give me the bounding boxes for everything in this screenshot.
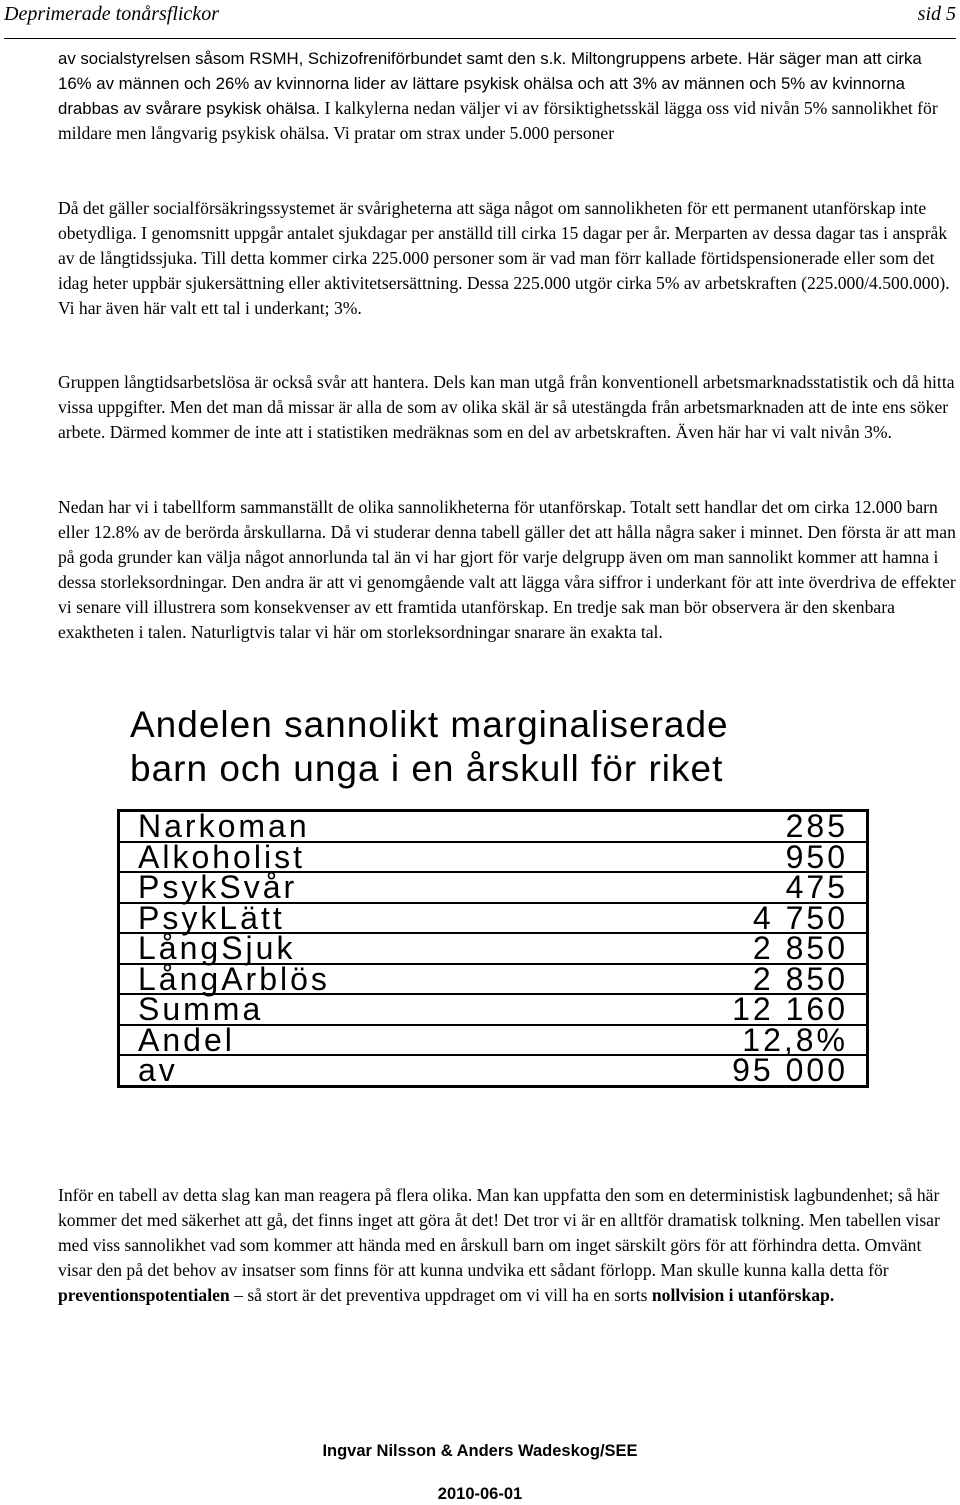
paragraph-social-insurance: Då det gäller socialförsäkringssystemet är svårigheterna att säga något om sannolikheten för ett permanent utanförskap inte obetydliga. I genomsnitt uppgår antalet sjukdagar per anställd till cirka 15 dagar per år. Merparten av dessa dagar tas i anspråk av de långtidssjuka. Till detta kommer cirka 225.000 personer som är vad man förr kallade förtidspensionerade eller som det idag heter uppbär sjukersättning eller aktivitetsersättning. Dessa 225.000 utgör cirka 5% av arbetskraften (225.000/4.500.000). Vi har även här valt ett tal i underkant; 3%. <box>58 198 950 318</box>
marginalized-table-figure <box>117 703 877 1133</box>
row-value: 475 <box>567 872 867 903</box>
figure-title-line-2: barn och unga i en årskull för riket <box>130 748 724 789</box>
table-row <box>119 811 868 842</box>
row-value: 4 750 <box>567 903 867 934</box>
row-label: av <box>138 1052 178 1089</box>
row-value: 12,8% <box>567 1025 867 1056</box>
footer-date: 2010-06-01 <box>437 1485 523 1503</box>
prevention-potential-term: preventionspotentialen <box>58 1285 230 1305</box>
row-label: Narkoman <box>119 811 568 842</box>
table-row <box>119 933 868 964</box>
table-row <box>119 1025 868 1056</box>
page-header <box>4 0 956 39</box>
paragraph-prevention-text-2: – så stort är det preventiva uppdraget om vi vill ha en sorts <box>229 1285 652 1305</box>
row-label: Alkoholist <box>119 842 568 873</box>
figure-title <box>117 703 877 791</box>
paragraph-mental-health <box>58 46 958 146</box>
row-value: 950 <box>567 842 867 873</box>
table-row <box>119 964 868 995</box>
row-label: LångSjuk <box>119 933 568 964</box>
row-value: 12 160 <box>567 994 867 1025</box>
figure-title-line-1: Andelen sannolikt marginaliserade <box>130 704 729 745</box>
row-value: 285 <box>567 811 867 842</box>
paragraph-long-term-unemployed: Gruppen långtidsarbetslösa är också svår att hantera. Dels kan man utgå från konventionell arbetsmarknadsstatistik och då hitta vissa uppgifter. Men det man då missar är alla de som av olika skäl är så utestängda från arbetsmarknaden att de inte ens söker arbete. Därmed kommer de inte att i statistiken medräknas som en del av arbetskraften. Även här har vi valt nivån 3%. <box>58 372 955 442</box>
row-value: 2 850 <box>567 933 867 964</box>
row-label: LångArblös <box>119 964 568 995</box>
row-label: PsykLätt <box>119 903 568 934</box>
table-row <box>119 994 868 1025</box>
row-label: Andel <box>119 1025 568 1056</box>
paragraph-prevention-text: Inför en tabell av detta slag kan man reagera på flera olika. Man kan uppfatta den som en deterministisk lagbundenhet; så här kommer det med säkerhet att gå, det finns inget att göra åt det! Det tror vi är en alltför dramatisk tolkning. Men tabellen visar med viss sannolikhet vad som kommer att hända med en årskull barn om inget särskilt görs för att förhindra detta. Omvänt visar den på det behov av insatser som finns för att kunna undvika ett sådant förlopp. Man skulle kunna kalla detta för <box>58 1185 940 1280</box>
paragraph-table-intro: Nedan har vi i tabellform sammanställt de olika sannolikheterna för utanförskap. Totalt sett handlar det om cirka 12.000 barn eller 12.8% av de berörda årskullarna. Då vi studerar denna tabell gäller det att hålla några saker i minnet. Den första är att man på goda grunder kan välja något annorlunda tal än vi har gjort för varje delgrupp även om man sannolikt kommer att hamna i dessa storleksordningar. Den andra är att vi genomgående valt att lägga våra siffror i underkant för att inte överdriva de effekter vi senare vill illustrera som konsekvenser av ett framtida utanförskap. En tredje sak man bör observera är den skenbara exaktheten i talen. Naturligtvis talar vi här om storleksordningar snarare än exakta tal. <box>58 497 956 642</box>
row-label: Summa <box>119 994 568 1025</box>
zero-vision-term: nollvision i utanförskap. <box>651 1285 835 1305</box>
row-value: 2 850 <box>567 964 867 995</box>
table-row <box>119 872 868 903</box>
row-value: 95 000 <box>732 1052 848 1089</box>
row-label: PsykSvår <box>119 872 568 903</box>
table-row <box>119 903 868 934</box>
page-number: sid 5 <box>917 3 956 25</box>
header-title: Deprimerade tonårsflickor <box>4 3 219 25</box>
paragraph-mental-health-serif: I kalkylerna nedan väljer vi av försiktighetsskäl lägga oss vid nivån 5% sannolikhet för mildare men långvarig psykisk ohälsa. Vi pratar om strax under 5.000 personer <box>58 98 938 143</box>
paragraph-mental-health-sans: av socialstyrelsen såsom RSMH, Schizofreniförbundet samt den s.k. Miltongruppens arbete. Här säger man att cirka 16% av männen och 26% av kvinnorna lider av lättare psykisk ohälsa och att 3% av männen och 5% av kvinnorna drabbas av svårare psykisk ohälsa. <box>58 49 922 118</box>
marginalized-table <box>117 809 869 1088</box>
paragraph-prevention <box>58 1183 958 1308</box>
footer-authors: Ingvar Nilsson & Anders Wadeskog/SEE <box>322 1442 638 1460</box>
table-row <box>119 1055 868 1086</box>
table-row <box>119 842 868 873</box>
